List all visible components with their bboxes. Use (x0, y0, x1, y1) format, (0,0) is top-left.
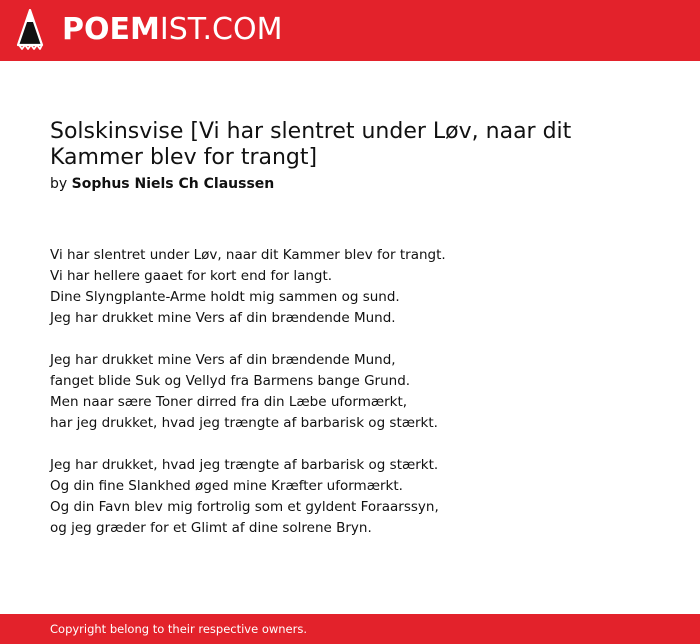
site-logo[interactable] (62, 12, 282, 48)
copyright-text: Copyright belong to their respective owners. (50, 622, 308, 636)
poem-line: Jeg har drukket mine Vers af din brændende Mund. (50, 310, 396, 326)
poem-line: Men naar sære Toner dirred fra din Læbe uformærkt, (50, 394, 408, 410)
logo-bold-text: POEM (62, 12, 160, 47)
poem-line: fanget blide Suk og Vellyd fra Barmens bange Grund. (50, 373, 411, 389)
stanza (50, 455, 650, 539)
stanza (50, 245, 650, 329)
poem-line: Og din Favn blev mig fortrolig som et gyldent Foraarssyn, (50, 499, 439, 515)
logo-light-text: IST.COM (159, 12, 283, 47)
poem-line: Vi har slentret under Løv, naar dit Kammer blev for trangt. (50, 247, 446, 263)
poem-line: Vi har hellere gaaet for kort end for langt. (50, 268, 333, 284)
poem-line: har jeg drukket, hvad jeg trængte af barbarisk og stærkt. (50, 415, 438, 431)
poem-line: Dine Slyngplante-Arme holdt mig sammen og sund. (50, 289, 400, 305)
stanza (50, 350, 650, 434)
poem-line: Jeg har drukket, hvad jeg trængte af barbarisk og stærkt. (50, 457, 439, 473)
pencil-tip-icon[interactable] (16, 9, 44, 51)
byline (50, 175, 274, 193)
poem-line: Og din fine Slankhed øged mine Kræfter uformærkt. (50, 478, 403, 494)
poem-body (50, 245, 650, 560)
poem-line: og jeg græder for et Glimt af dine solrene Bryn. (50, 520, 372, 536)
by-label: by (50, 176, 68, 192)
site-footer (0, 614, 700, 644)
author-name[interactable]: Sophus Niels Ch Claussen (71, 176, 275, 192)
poem-title: Solskinsvise [Vi har slentret under Løv, naar dit Kammer blev for trangt] (50, 119, 572, 170)
site-header (0, 0, 700, 61)
poem-line: Jeg har drukket mine Vers af din brændende Mund, (50, 352, 396, 368)
